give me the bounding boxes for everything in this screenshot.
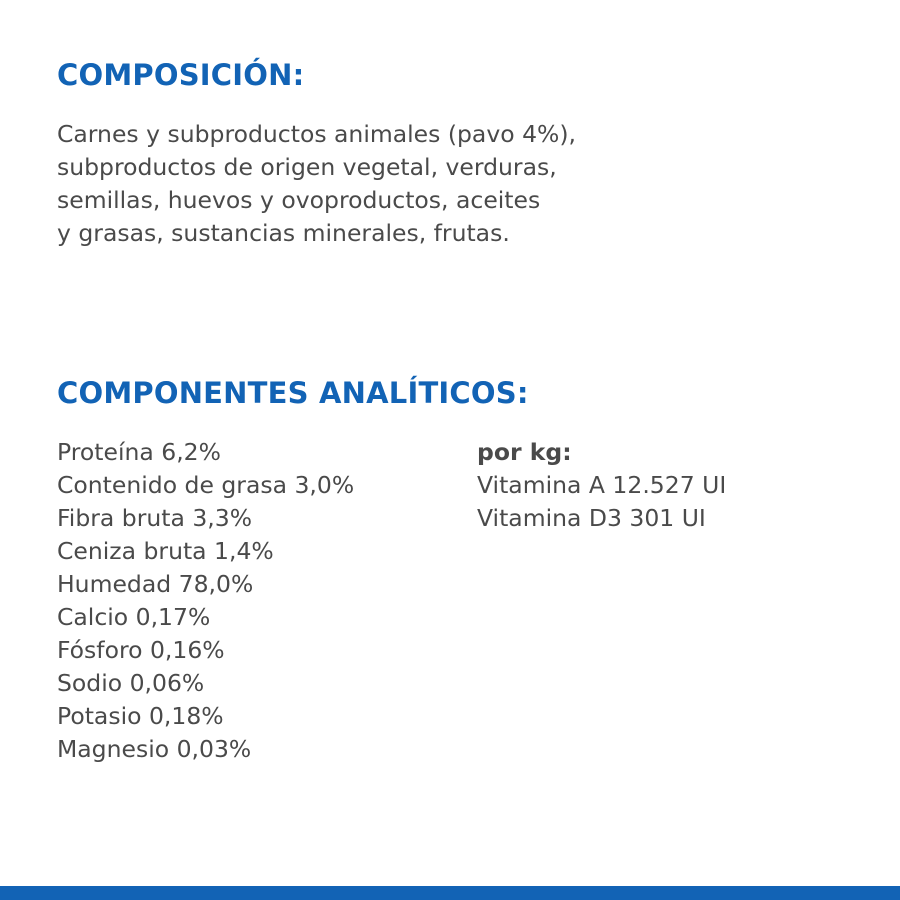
analytical-components-columns	[57, 436, 860, 766]
footer-accent-bar	[0, 886, 900, 900]
composition-line: y grasas, sustancias minerales, frutas.	[57, 218, 510, 247]
composition-text	[57, 118, 860, 250]
list-item: Fibra bruta 3,3%	[57, 503, 253, 532]
list-item: Vitamina A 12.527 UI	[477, 470, 727, 499]
list-item: Ceniza bruta 1,4%	[57, 536, 274, 565]
list-item: Calcio 0,17%	[57, 602, 211, 631]
list-item: Sodio 0,06%	[57, 668, 205, 697]
section-spacer	[57, 250, 860, 378]
list-item: Potasio 0,18%	[57, 701, 224, 730]
composition-line: semillas, huevos y ovoproductos, aceites	[57, 185, 541, 214]
list-item: Magnesio 0,03%	[57, 734, 252, 763]
list-item: Proteína 6,2%	[57, 437, 221, 466]
analytical-components-title: COMPONENTES ANALÍTICOS:	[57, 375, 529, 410]
list-item: Humedad 78,0%	[57, 569, 254, 598]
analytical-right-column	[477, 436, 860, 535]
composition-line: subproductos de origen vegetal, verduras,	[57, 152, 557, 181]
per-kg-heading: por kg:	[477, 437, 572, 466]
composition-title: COMPOSICIÓN:	[57, 58, 305, 92]
list-item: Contenido de grasa 3,0%	[57, 470, 355, 499]
list-item: Fósforo 0,16%	[57, 635, 225, 664]
content-area	[57, 60, 860, 766]
analytical-left-column	[57, 436, 477, 766]
composition-line: Carnes y subproductos animales (pavo 4%),	[57, 119, 577, 148]
list-item: Vitamina D3 301 UI	[477, 503, 706, 532]
